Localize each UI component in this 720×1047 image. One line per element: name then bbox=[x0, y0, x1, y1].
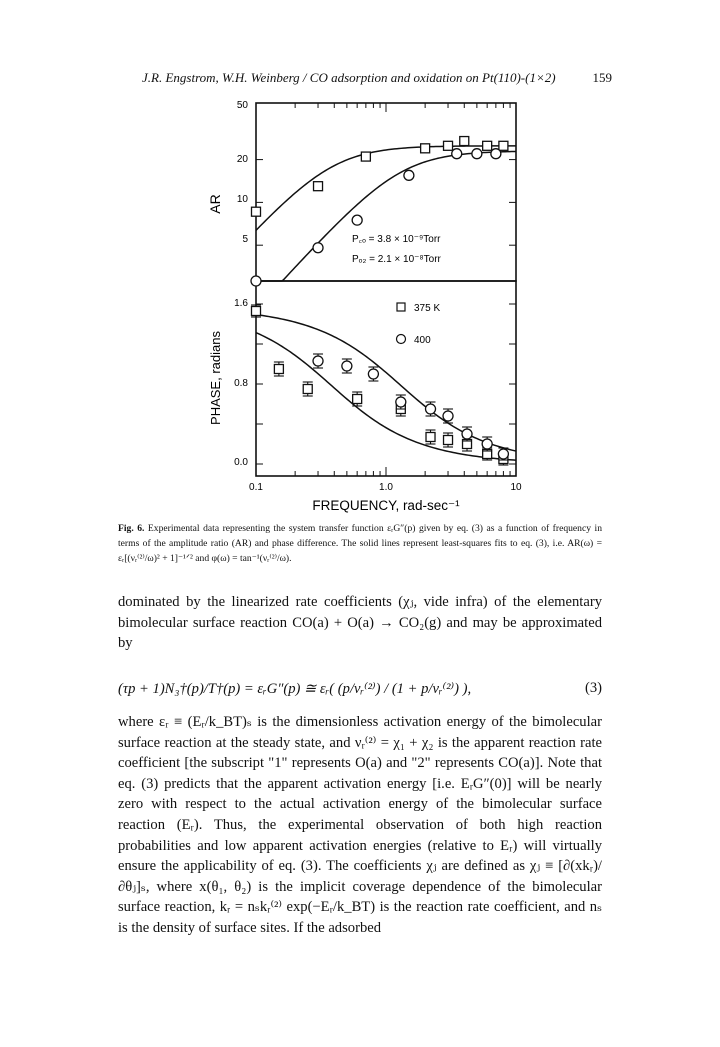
figure-6 bbox=[190, 96, 540, 516]
phase-fit-curve-0 bbox=[256, 333, 516, 461]
amp-point-circle bbox=[352, 215, 362, 225]
x-tick-1-0: 1.0 bbox=[379, 482, 393, 493]
amp-point-circle bbox=[404, 170, 414, 180]
amp-point-square bbox=[444, 141, 453, 150]
phase-tick-0-0: 0.0 bbox=[234, 457, 248, 468]
equation-3 bbox=[118, 670, 602, 710]
phase-point-square bbox=[426, 433, 435, 442]
phase-ylabel: PHASE, radians bbox=[208, 331, 223, 425]
phase-panel bbox=[256, 281, 516, 476]
amp-point-circle bbox=[452, 149, 462, 159]
equation-number: (3) bbox=[584, 680, 602, 696]
x-axis-label: FREQUENCY, rad-sec⁻¹ bbox=[312, 498, 460, 513]
amp-point-square bbox=[361, 152, 370, 161]
caption-text: Experimental data representing the system transfer function εᵣG″(p) given by eq. (3) as a function of frequency in terms of the amplitude ratio (AR) and phase difference. The solid lines represent least-squares fits to eq. (3), i.e. AR(ω) = εᵣ[(νᵣ⁽²⁾/ω)² + 1]⁻¹ᐟ² and φ(ω) = tan⁻¹(νᵣ⁽²⁾/ω). bbox=[118, 523, 602, 564]
phase-frame bbox=[256, 281, 516, 476]
phase-point-circle bbox=[482, 439, 492, 449]
phase-point-circle bbox=[426, 404, 436, 414]
amp-tick-50: 50 bbox=[236, 100, 248, 111]
phase-point-circle bbox=[443, 411, 453, 421]
amp-ylabel: AR bbox=[207, 194, 223, 214]
figure-caption bbox=[118, 521, 602, 566]
amp-point-circle bbox=[491, 149, 501, 159]
amp-point-circle bbox=[313, 243, 323, 253]
amp-point-square bbox=[252, 207, 261, 216]
phase-point-square bbox=[274, 365, 283, 374]
legend-label-375k: 375 K bbox=[414, 303, 441, 314]
caption-label: Fig. 6. bbox=[118, 523, 145, 534]
paragraph-2: where εᵣ ≡ (Eᵣ/k_BT)ₛ is the dimensionless activation energy of the bimolecular surface reaction at the steady state, and νᵣ⁽²⁾ = χ₁ + χ₂ is the apparent reaction rate coefficient [the subscript "1" represents O(a) and "2" represents CO(a)]. Note that eq. (3) predicts that the apparent activation energy [i.e. EᵣG″(0)] will be nearly zero with respect to the actual activation energy of the bimolecular surface reaction (Eᵣ). Thus, the experimental observation of both high reaction probabilities and low apparent activation energies (relative to Eᵣ) will virtually ensure the applicability of eq. (3). The coefficients χⱼ are defined as χⱼ ≡ [∂(xkᵣ)/∂θⱼ]ₛ, where x(θ₁, θ₂) is the implicit coverage dependence of the bimolecular surface reaction, kᵣ = nₛkᵣ⁽²⁾ exp(−Eᵣ/k_BT) is the reaction rate coefficient, and nₛ is the density of surface sites. If the adsorbed bbox=[118, 714, 602, 936]
phase-fit-curve-1 bbox=[256, 315, 516, 451]
phase-point-square bbox=[444, 436, 453, 445]
phase-point-square bbox=[303, 385, 312, 394]
phase-point-square bbox=[353, 395, 362, 404]
amp-point-circle bbox=[251, 276, 261, 286]
phase-point-circle bbox=[396, 397, 406, 407]
amp-point-square bbox=[460, 137, 469, 146]
legend-square-marker bbox=[397, 303, 405, 311]
fit-curves bbox=[256, 146, 516, 460]
phase-point-circle bbox=[368, 369, 378, 379]
amp-tick-20: 20 bbox=[236, 154, 248, 165]
running-header bbox=[142, 70, 612, 90]
phase-point-circle bbox=[462, 429, 472, 439]
equation-expression: (τp + 1)N₃†(p)/T†(p) = εᵣG″(p) ≅ εᵣ( (p/νᵣ⁽²⁾) / (1 + p/νᵣ⁽²⁾) ), bbox=[118, 681, 472, 697]
phase-tick-0-8: 0.8 bbox=[234, 378, 248, 389]
amp-tick-5: 5 bbox=[242, 234, 248, 245]
phase-tick-1-6: 1.6 bbox=[234, 298, 248, 309]
phase-point-square bbox=[252, 307, 261, 316]
x-tick-10: 10 bbox=[510, 482, 522, 493]
phase-point-circle bbox=[342, 361, 352, 371]
page-number: 159 bbox=[592, 70, 612, 85]
amp-point-square bbox=[421, 144, 430, 153]
legend-label-400: 400 bbox=[414, 335, 431, 346]
amp-point-circle bbox=[472, 149, 482, 159]
amp-point-square bbox=[483, 141, 492, 150]
amp-tick-10: 10 bbox=[236, 194, 248, 205]
pressure-o2-label: Pₒ₂ = 2.1 × 10⁻⁸Torr bbox=[352, 254, 441, 265]
pressure-co-label: P꜀ₒ = 3.8 × 10⁻⁹Torr bbox=[352, 234, 441, 245]
amp-point-square bbox=[499, 141, 508, 150]
legend-circle-marker bbox=[397, 335, 406, 344]
phase-point-circle bbox=[313, 356, 323, 366]
running-title: J.R. Engstrom, W.H. Weinberg / CO adsorption and oxidation on Pt(110)-(1×2) bbox=[142, 70, 556, 85]
amp-point-square bbox=[314, 182, 323, 191]
phase-point-circle bbox=[498, 449, 508, 459]
paragraph-1: dominated by the linearized rate coefficients (χⱼ, vide infra) of the elementary bimolecular surface reaction CO(a) + O(a) → CO₂(g) and may be approximated by bbox=[118, 594, 602, 652]
x-tick-0-1: 0.1 bbox=[249, 482, 263, 493]
